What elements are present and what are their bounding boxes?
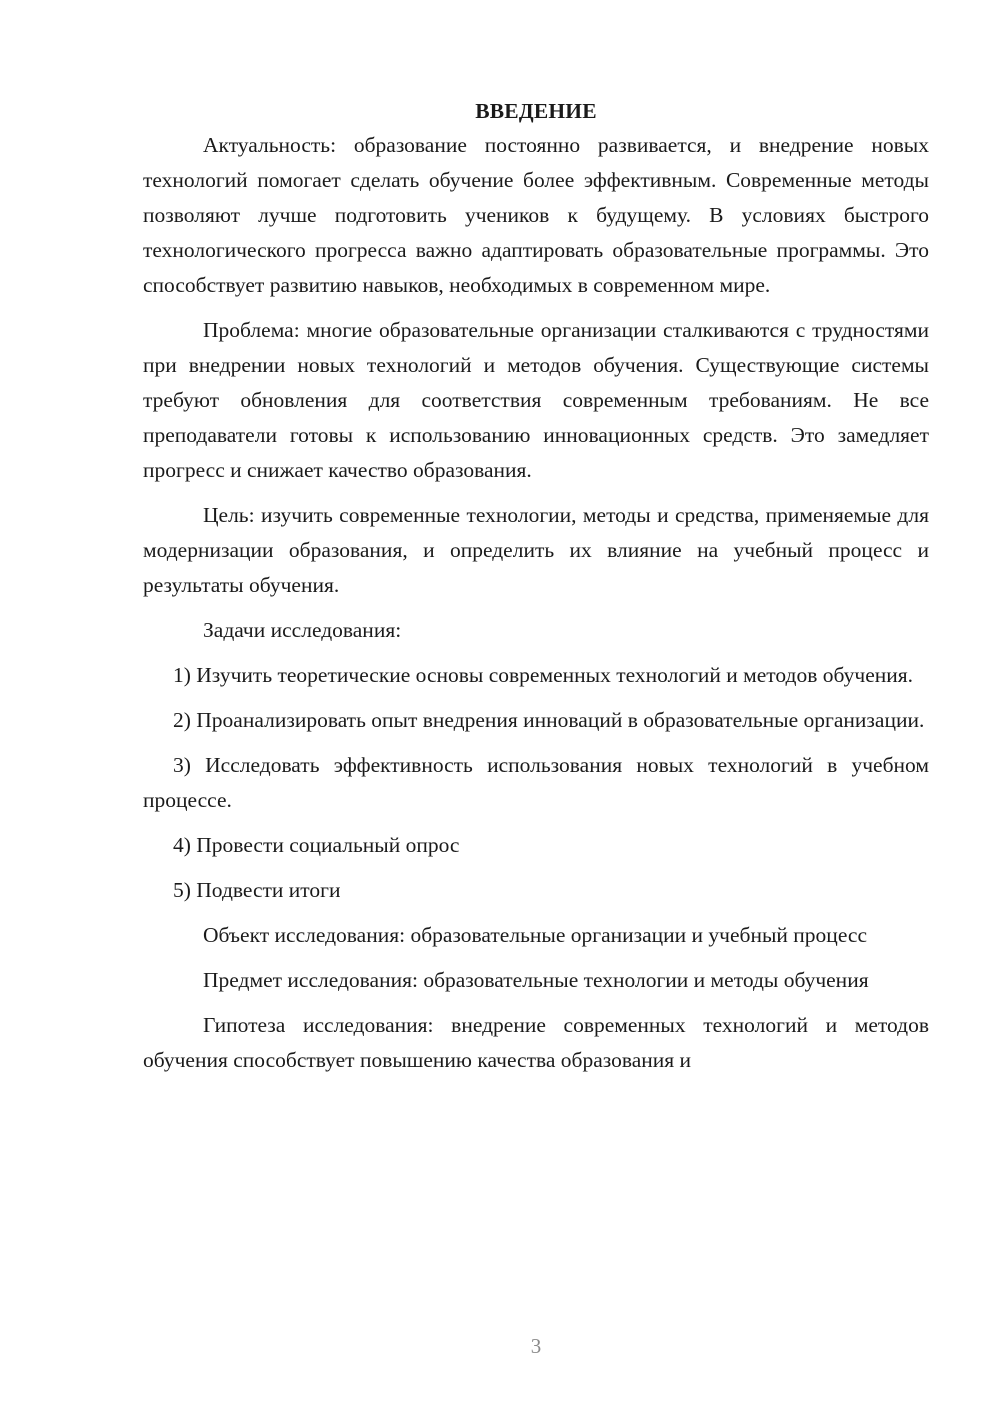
task-item-2: 2) Проанализировать опыт внедрения инноваций в образовательные организации. <box>173 708 925 732</box>
tasks-title: Задачи исследования: <box>203 618 402 642</box>
task-item-5: 5) Подвести итоги <box>173 878 341 902</box>
section-heading: ВВЕДЕНИЕ <box>475 99 597 123</box>
hypothesis-paragraph: Гипотеза исследования: внедрение современных технологий и методов обучения способствует повышению качества образования и <box>143 1013 929 1072</box>
problem-paragraph: Проблема: многие образовательные организации сталкиваются с трудностями при внедрении новых технологий и методов обучения. Существующие системы требуют обновления для соответствия современным требованиям. Не все преподаватели готовы к использованию инновационных средств. Это замедляет прогресс и снижает качество образования. <box>143 318 929 482</box>
document-body <box>143 96 929 1078</box>
goal-paragraph: Цель: изучить современные технологии, методы и средства, применяемые для модернизации образования, и определить их влияние на учебный процесс и результаты обучения. <box>143 503 929 597</box>
task-item-4: 4) Провести социальный опрос <box>173 833 460 857</box>
relevance-paragraph: Актуальность: образование постоянно развивается, и внедрение новых технологий помогает сделать обучение более эффективным. Современные методы позволяют лучше подготовить учеников к будущему. В условиях быстрого технологического прогресса важно адаптировать образовательные программы. Это способствует развитию навыков, необходимых в современном мире. <box>143 133 929 297</box>
object-paragraph: Объект исследования: образовательные организации и учебный процесс <box>203 923 867 947</box>
task-item-1: 1) Изучить теоретические основы современных технологий и методов обучения. <box>173 663 914 687</box>
task-item-3: 3) Исследовать эффективность использования новых технологий в учебном процессе. <box>143 753 929 812</box>
subject-paragraph: Предмет исследования: образовательные технологии и методы обучения <box>203 968 869 992</box>
page-number: 3 <box>530 1334 542 1358</box>
